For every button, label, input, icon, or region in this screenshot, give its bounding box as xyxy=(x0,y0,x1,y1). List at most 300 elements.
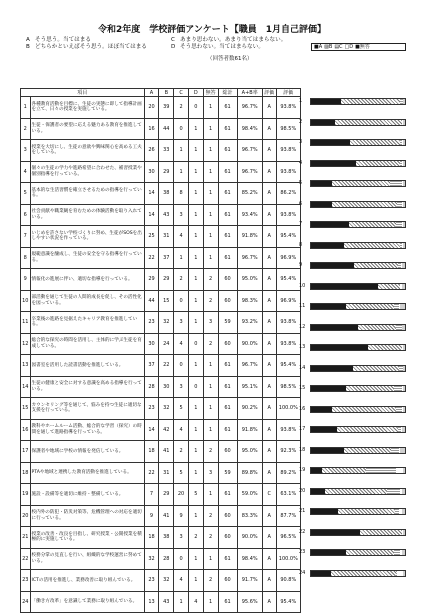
bar-label: 6 xyxy=(299,200,303,207)
row-number: 3 xyxy=(21,140,31,162)
bar-segment-n xyxy=(403,161,405,166)
bar-segment-b xyxy=(332,407,396,412)
table-row xyxy=(21,505,301,527)
bar-segment-n xyxy=(403,345,405,350)
score: 93.8% xyxy=(276,161,300,183)
count-total: 60 xyxy=(218,527,237,549)
count-b: 38 xyxy=(159,527,174,549)
count-total: 61 xyxy=(218,97,237,119)
table-row xyxy=(21,140,301,162)
stacked-bar xyxy=(310,98,406,105)
bar-label: 16 xyxy=(299,405,306,412)
count-a: 9 xyxy=(144,505,159,527)
grade: A xyxy=(262,118,276,140)
count-c: 0 xyxy=(174,548,189,570)
score: 93.8% xyxy=(276,333,300,355)
count-d: 0 xyxy=(188,333,203,355)
stacked-bar xyxy=(310,283,406,290)
question-text: 施設・設備等を適切に維持・整備している。 xyxy=(30,484,144,506)
count-d: 1 xyxy=(188,548,203,570)
question-text: 校内外の防犯・防災対策等、危機管理への対応を適切に行っている。 xyxy=(30,505,144,527)
count-c: 1 xyxy=(174,140,189,162)
bar-segment-b xyxy=(346,550,395,555)
count-no-answer: 1 xyxy=(203,97,218,119)
count-no-answer: 2 xyxy=(203,527,218,549)
count-c: 9 xyxy=(174,505,189,527)
count-a: 23 xyxy=(144,570,159,592)
count-d: 4 xyxy=(188,591,203,613)
count-total: 61 xyxy=(218,376,237,398)
count-d: 0 xyxy=(188,97,203,119)
stacked-bar xyxy=(310,549,406,556)
row-number: 16 xyxy=(21,419,31,441)
bar-label: 2 xyxy=(299,118,303,125)
bar-row xyxy=(299,363,406,384)
col-header-c: C xyxy=(174,89,189,97)
bar-label: 19 xyxy=(299,467,306,473)
count-no-answer: 2 xyxy=(203,290,218,312)
bar-segment-a xyxy=(311,407,332,412)
legend-item xyxy=(171,37,286,44)
count-d: 1 xyxy=(188,441,203,463)
table-row xyxy=(21,355,301,377)
bar-segment-a xyxy=(311,427,337,432)
table-row xyxy=(21,269,301,291)
row-number: 24 xyxy=(21,591,31,613)
count-c: 8 xyxy=(174,183,189,205)
ab-rate: 89.8% xyxy=(237,462,262,484)
count-d: 1 xyxy=(188,118,203,140)
table-row xyxy=(21,161,301,183)
grade: A xyxy=(262,398,276,420)
question-text: 規範意識を醸成し、生徒の安全を守る指導を行っている。 xyxy=(30,247,144,269)
ab-rate: 90.0% xyxy=(237,333,262,355)
bar-label: 3 xyxy=(299,139,303,145)
count-total: 61 xyxy=(218,548,237,570)
ab-rate: 91.7% xyxy=(237,570,262,592)
bar-segment-a xyxy=(311,448,344,453)
bar-row xyxy=(299,445,406,466)
count-no-answer: 1 xyxy=(203,484,218,506)
stacked-bar xyxy=(310,467,406,474)
grade: A xyxy=(262,441,276,463)
bar-segment-n xyxy=(402,427,405,432)
count-no-answer: 2 xyxy=(203,441,218,463)
legend-item xyxy=(26,37,147,44)
count-d: 1 xyxy=(188,398,203,420)
row-number: 6 xyxy=(21,204,31,226)
grade: A xyxy=(262,505,276,527)
bar-label: 8 xyxy=(299,241,303,248)
chart-legend-d: □D xyxy=(344,44,354,50)
ab-rate: 96.7% xyxy=(237,355,262,377)
bar-segment-n xyxy=(402,550,405,555)
table-row xyxy=(21,484,301,506)
table-row xyxy=(21,247,301,269)
bar-segment-n xyxy=(403,386,405,391)
chart-legend-b: ▨B xyxy=(324,44,333,50)
count-total: 61 xyxy=(218,419,237,441)
count-no-answer: 3 xyxy=(203,462,218,484)
stacked-bar xyxy=(310,221,406,228)
bar-label: 4 xyxy=(299,159,303,166)
count-no-answer: 1 xyxy=(203,204,218,226)
stacked-bar xyxy=(310,570,406,577)
count-b: 22 xyxy=(159,355,174,377)
count-d: 1 xyxy=(188,247,203,269)
bar-segment-n xyxy=(403,571,405,576)
bar-row xyxy=(299,301,406,322)
bar-segment-b xyxy=(356,161,400,166)
stacked-bar xyxy=(310,262,406,269)
bar-label: 7 xyxy=(299,221,303,227)
ab-rate: 98.4% xyxy=(237,118,262,140)
bar-segment-b xyxy=(338,509,395,514)
count-c: 4 xyxy=(174,333,189,355)
count-b: 29 xyxy=(159,161,174,183)
survey-table xyxy=(20,88,301,613)
bar-segment-n xyxy=(402,263,405,268)
table-row xyxy=(21,226,301,248)
count-c: 5 xyxy=(174,462,189,484)
row-number: 20 xyxy=(21,505,31,527)
bar-label: 24 xyxy=(299,569,306,576)
row-number: 5 xyxy=(21,183,31,205)
stacked-bar xyxy=(310,303,406,310)
table-row xyxy=(21,183,301,205)
ab-rate: 95.0% xyxy=(237,441,262,463)
bar-segment-b xyxy=(331,571,396,576)
count-total: 61 xyxy=(218,140,237,162)
ab-rate: 85.2% xyxy=(237,183,262,205)
score: 95.4% xyxy=(276,355,300,377)
grade: A xyxy=(262,333,276,355)
bar-segment-a xyxy=(311,571,331,576)
bar-segment-b xyxy=(335,120,402,125)
legend-text: どちらかといえばそう思う。ほぼ当てはまる xyxy=(35,44,147,50)
row-number: 14 xyxy=(21,376,31,398)
bar-label: 13 xyxy=(299,344,306,350)
stacked-bar-chart xyxy=(299,96,406,588)
table-row xyxy=(21,118,301,140)
count-total: 60 xyxy=(218,333,237,355)
chart-legend-a: ■A xyxy=(314,44,323,50)
count-b: 29 xyxy=(159,269,174,291)
count-total: 61 xyxy=(218,355,237,377)
count-d: 1 xyxy=(188,570,203,592)
score: 90.8% xyxy=(276,570,300,592)
row-number: 10 xyxy=(21,290,31,312)
count-a: 32 xyxy=(144,548,159,570)
count-c: 0 xyxy=(174,118,189,140)
legend-key: D xyxy=(171,44,176,50)
count-no-answer: 1 xyxy=(203,398,218,420)
question-text: 情報化の進展に伴い、適切な指導を行っている。 xyxy=(30,269,144,291)
answer-legend-left xyxy=(26,37,147,51)
score: 93.8% xyxy=(276,140,300,162)
count-c: 2 xyxy=(174,269,189,291)
ab-rate: 96.7% xyxy=(237,247,262,269)
count-b: 33 xyxy=(159,140,174,162)
ab-rate: 91.8% xyxy=(237,419,262,441)
legend-text: そう思う。当てはまる xyxy=(35,37,91,43)
grade: A xyxy=(262,376,276,398)
count-total: 61 xyxy=(218,226,237,248)
bar-row xyxy=(299,486,406,507)
count-d: 1 xyxy=(188,312,203,334)
count-total: 60 xyxy=(218,269,237,291)
legend-item xyxy=(171,44,286,51)
question-text: 各種教育活動を目標に、生徒の実態に即して指導計画を立て、日々の授業を実施している。 xyxy=(30,97,144,119)
col-header-b: B xyxy=(159,89,174,97)
bar-row xyxy=(299,527,406,548)
count-c: 3 xyxy=(174,204,189,226)
row-number: 12 xyxy=(21,333,31,355)
table-row xyxy=(21,419,301,441)
count-b: 32 xyxy=(159,398,174,420)
bar-segment-a xyxy=(311,550,346,555)
bar-segment-a xyxy=(311,202,332,207)
question-text: ICTの活用を推進し、業務改善に取り組んでいる。 xyxy=(30,570,144,592)
table-row xyxy=(21,570,301,592)
count-total: 60 xyxy=(218,570,237,592)
bar-segment-a xyxy=(311,120,335,125)
table-row xyxy=(21,462,301,484)
bar-segment-n xyxy=(403,202,405,207)
row-number: 19 xyxy=(21,484,31,506)
col-header-a: A xyxy=(144,89,159,97)
bar-segment-n xyxy=(403,181,405,186)
count-a: 22 xyxy=(144,462,159,484)
bar-segment-n xyxy=(402,509,405,514)
count-b: 24 xyxy=(159,333,174,355)
count-b: 41 xyxy=(159,505,174,527)
ab-rate: 90.0% xyxy=(237,527,262,549)
grade: A xyxy=(262,226,276,248)
grade: A xyxy=(262,269,276,291)
row-number: 11 xyxy=(21,312,31,334)
table-row xyxy=(21,548,301,570)
count-b: 43 xyxy=(159,591,174,613)
bar-segment-n xyxy=(400,448,405,453)
count-no-answer: 1 xyxy=(203,118,218,140)
count-a: 16 xyxy=(144,118,159,140)
count-c: 0 xyxy=(174,355,189,377)
table-row xyxy=(21,441,301,463)
count-d: 0 xyxy=(188,376,203,398)
ab-rate: 90.2% xyxy=(237,398,262,420)
grade: A xyxy=(262,462,276,484)
count-total: 61 xyxy=(218,161,237,183)
question-text: 社会貢献や職業観を育むための体験活動を取り入れている。 xyxy=(30,204,144,226)
count-a: 30 xyxy=(144,161,159,183)
score: 95.4% xyxy=(276,226,300,248)
count-no-answer: 2 xyxy=(203,570,218,592)
count-c: 5 xyxy=(174,398,189,420)
grade: C xyxy=(262,484,276,506)
score: 89.2% xyxy=(276,462,300,484)
row-number: 8 xyxy=(21,247,31,269)
row-number: 18 xyxy=(21,462,31,484)
bar-segment-n xyxy=(403,140,405,145)
bar-label: 20 xyxy=(299,487,306,494)
stacked-bar xyxy=(310,344,406,351)
stacked-bar xyxy=(310,365,406,372)
score: 95.4% xyxy=(276,269,300,291)
bar-label: 9 xyxy=(299,262,303,268)
count-b: 39 xyxy=(159,97,174,119)
stacked-bar xyxy=(310,426,406,433)
bar-segment-a xyxy=(311,325,358,330)
ab-rate: 93.2% xyxy=(237,312,262,334)
count-d: 1 xyxy=(188,355,203,377)
bar-row xyxy=(299,322,406,343)
bar-segment-n xyxy=(403,99,405,104)
bar-segment-b xyxy=(344,243,400,248)
bar-segment-n xyxy=(402,489,405,494)
bar-row xyxy=(299,158,406,179)
grade: A xyxy=(262,312,276,334)
bar-segment-a xyxy=(311,263,354,268)
count-b: 38 xyxy=(159,183,174,205)
grade: A xyxy=(262,183,276,205)
count-d: 1 xyxy=(188,161,203,183)
bar-label: 10 xyxy=(299,282,306,289)
score: 100.0% xyxy=(276,398,300,420)
score: 93.8% xyxy=(276,312,300,334)
bar-segment-b xyxy=(337,427,397,432)
score: 96.9% xyxy=(276,290,300,312)
legend-key: C xyxy=(171,37,175,43)
question-text: 保護者や地域に学校の情報を発信している。 xyxy=(30,441,144,463)
count-c: 3 xyxy=(174,312,189,334)
count-b: 44 xyxy=(159,118,174,140)
score: 98.5% xyxy=(276,376,300,398)
bar-segment-n xyxy=(403,366,405,371)
legend-item xyxy=(26,44,147,51)
count-d: 1 xyxy=(188,462,203,484)
bar-row xyxy=(299,96,406,117)
count-total: 61 xyxy=(218,484,237,506)
score: 93.8% xyxy=(276,204,300,226)
question-text: 卒業後の進路を見据えたキャリア教育を推進している。 xyxy=(30,312,144,334)
count-b: 29 xyxy=(159,484,174,506)
count-no-answer: 1 xyxy=(203,247,218,269)
count-c: 20 xyxy=(174,484,189,506)
bar-segment-n xyxy=(400,304,405,309)
page-title: 令和2年度 学校評価アンケート【職員 1月自己評価】 xyxy=(98,25,326,35)
ab-rate: 83.3% xyxy=(237,505,262,527)
stacked-bar xyxy=(310,447,406,454)
ab-rate: 95.6% xyxy=(237,591,262,613)
count-d: 1 xyxy=(188,290,203,312)
count-total: 61 xyxy=(218,118,237,140)
count-a: 28 xyxy=(144,376,159,398)
ab-rate: 96.7% xyxy=(237,97,262,119)
grade: A xyxy=(262,548,276,570)
bar-segment-a xyxy=(311,345,368,350)
table-row xyxy=(21,398,301,420)
count-no-answer: 1 xyxy=(203,591,218,613)
count-a: 18 xyxy=(144,527,159,549)
bar-segment-b xyxy=(322,468,366,473)
grade: A xyxy=(262,290,276,312)
count-total: 60 xyxy=(218,441,237,463)
question-text: 生徒・保護者の要望に応える魅力ある教育を推進している。 xyxy=(30,118,144,140)
question-text: 個々の生徒の学力や進路希望に合わせた、補習授業や個別指導を行っている。 xyxy=(30,161,144,183)
table-header-row xyxy=(21,89,301,97)
table-row xyxy=(21,376,301,398)
bar-label: 18 xyxy=(299,446,306,453)
bar-segment-a xyxy=(311,304,346,309)
bar-segment-a xyxy=(311,366,353,371)
table-row xyxy=(21,527,301,549)
score: 93.8% xyxy=(276,419,300,441)
question-text: 授業の改善・改良を目指し、研究授業・公開授業を積極的に実施している。 xyxy=(30,527,144,549)
bar-row xyxy=(299,465,406,486)
score: 63.1% xyxy=(276,484,300,506)
stacked-bar xyxy=(310,529,406,536)
respondents-note: （回答者数61名） xyxy=(207,56,253,62)
count-a: 20 xyxy=(144,97,159,119)
col-header-ab-rate: A+B率 xyxy=(237,89,262,97)
bar-segment-a xyxy=(311,489,325,494)
bar-segment-a xyxy=(311,530,360,535)
bar-segment-b xyxy=(332,181,390,186)
row-number: 9 xyxy=(21,269,31,291)
bar-label: 11 xyxy=(299,303,306,309)
count-no-answer: 3 xyxy=(203,312,218,334)
stacked-bar xyxy=(310,406,406,413)
count-c: 4 xyxy=(174,419,189,441)
bar-segment-b xyxy=(349,222,396,227)
row-number: 1 xyxy=(21,97,31,119)
bar-segment-a xyxy=(311,509,338,514)
count-a: 14 xyxy=(144,183,159,205)
table-row xyxy=(21,290,301,312)
count-a: 7 xyxy=(144,484,159,506)
bar-segment-c xyxy=(394,386,402,391)
bar-segment-b xyxy=(360,530,402,535)
count-b: 43 xyxy=(159,204,174,226)
bar-row xyxy=(299,404,406,425)
question-text: 基本的な生活習慣を確立させるための指導を行っている。 xyxy=(30,183,144,205)
legend-key: A xyxy=(26,37,30,43)
bar-segment-n xyxy=(403,222,405,227)
bar-row xyxy=(299,117,406,138)
row-number: 15 xyxy=(21,398,31,420)
bar-row xyxy=(299,506,406,527)
count-b: 32 xyxy=(159,312,174,334)
bar-row xyxy=(299,281,406,302)
count-total: 60 xyxy=(218,290,237,312)
count-a: 37 xyxy=(144,355,159,377)
count-d: 1 xyxy=(188,140,203,162)
count-a: 44 xyxy=(144,290,159,312)
ab-rate: 98.4% xyxy=(237,548,262,570)
count-a: 14 xyxy=(144,204,159,226)
grade: A xyxy=(262,527,276,549)
bar-segment-b xyxy=(346,386,395,391)
question-text: 図書室を活用した読書活動を推進している。 xyxy=(30,355,144,377)
count-a: 23 xyxy=(144,398,159,420)
question-text: 「働き方改革」を意識して業務に取り組んでいる。 xyxy=(30,591,144,613)
bar-segment-c xyxy=(387,489,401,494)
bar-row xyxy=(299,568,406,589)
row-number: 17 xyxy=(21,441,31,463)
bar-row xyxy=(299,199,406,220)
bar-label: 15 xyxy=(299,385,306,391)
